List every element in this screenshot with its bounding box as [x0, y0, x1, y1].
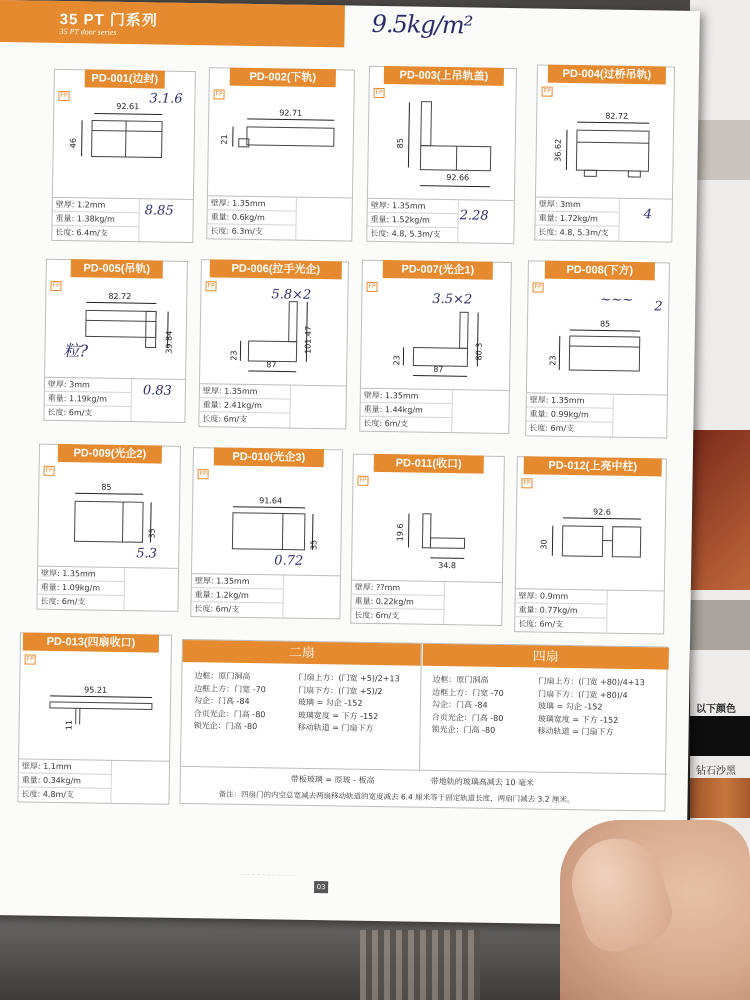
dim-width: 82.72 [108, 291, 132, 302]
spec-thickness: 壁厚: 3mm [536, 197, 621, 212]
two-panel-frame-col [194, 670, 267, 734]
spec-length: 长度: 4.8, 5.3m/支 [367, 227, 458, 242]
spec-thickness: 壁厚: 1.2mm [53, 198, 140, 213]
card-title: PD-011(收口) [374, 454, 484, 474]
color-swatch-black [690, 716, 750, 756]
two-panel-sash-col [298, 672, 400, 736]
spec-thickness: 壁厚: 1.35mm [527, 393, 614, 408]
dim-width: 85 [101, 482, 112, 492]
profile-drawing [516, 477, 668, 591]
dim-width: 92.71 [279, 108, 303, 118]
card-title: PD-006(拉手光企) [210, 259, 342, 279]
profile-card-pd003 [366, 66, 517, 244]
four-panel-header: 四扇 [423, 644, 669, 670]
dim-height: 19.6 [395, 523, 405, 542]
adjacent-page-swatch [690, 600, 750, 650]
spec-length: 长度: 6m/支 [526, 421, 613, 436]
formula-line: 边框：原门洞高 [432, 674, 489, 685]
profile-drawing [527, 281, 671, 395]
spec-weight: 重量: 0.77kg/m [515, 603, 607, 618]
footer-fine-print: ··· ··· ··· ··· ··· ··· ··· ··· ··· ··· ··· [241, 871, 297, 878]
card-title: PD-003(上吊轨盖) [384, 66, 504, 86]
brand-logo-icon: FP [542, 87, 553, 97]
dim-height: 30 [539, 539, 549, 550]
profile-card-pd008 [525, 260, 670, 438]
adjacent-page-photo [690, 430, 750, 590]
spec-thickness: 壁厚: ??mm [352, 581, 445, 596]
dim-height: 11 [64, 719, 74, 731]
dim-height: 36.62 [553, 138, 563, 162]
dim-short: 23 [392, 355, 402, 366]
spec-thickness: 壁厚: 1.35mm [208, 196, 297, 211]
spec-table [207, 195, 352, 240]
spec-weight: 重量: 1.72kg/m [536, 211, 621, 226]
handwritten-note: 3.5×2 [432, 291, 473, 308]
background-fabric [360, 930, 480, 1000]
formula-line: 边框上方：门宽 -70 [194, 683, 266, 694]
profile-card-pd009 [36, 444, 181, 612]
brand-logo-icon: FP [197, 469, 208, 479]
profile-drawing [38, 465, 182, 579]
brand-logo-icon: FP [366, 282, 377, 292]
spec-weight: 重量: 0.99kg/m [526, 407, 613, 422]
formula-line: 玻璃宽度 = 下方 -152 [297, 710, 379, 721]
handwritten-note: 3.1.6 [149, 91, 183, 107]
card-title: PD-001(边封) [85, 69, 165, 88]
spec-thickness: 壁厚: 1.35mm [200, 384, 291, 399]
page-number: 03 [314, 881, 328, 893]
card-title: PD-008(下方) [545, 261, 655, 281]
remark-text: 备注：四扇门的内空总宽减去两扇移动轨道的宽度减去 6.4 厘米等于固定轨道长度，两扇门减去 3.2 厘米。 [218, 789, 575, 805]
row-divider [181, 766, 667, 775]
formula-line: 门扇上方：(门宽 +80)/4+13 [538, 676, 645, 688]
card-title: PD-010(光企3) [214, 447, 324, 467]
profile-drawing [45, 280, 189, 382]
formula-line: 移动轨道 = 门扇下方 [537, 726, 614, 737]
spec-length: 长度: 6m/支 [199, 412, 290, 427]
spec-weight: 重量: 1.38kg/m [52, 212, 139, 227]
formula-line: 边框上方：门宽 -70 [432, 687, 504, 698]
profile-drawing [192, 468, 344, 582]
profile-drawing [368, 87, 518, 199]
spec-weight: 重量: 0.6kg/m [208, 210, 297, 225]
spec-length: 长度: 6m/支 [515, 617, 607, 632]
color-options-heading: 以下颜色 [696, 704, 736, 715]
spec-table [37, 566, 178, 611]
formula-line: 玻璃宽度 = 下方 -152 [537, 714, 619, 725]
card-title: PD-013(四扇收口) [23, 632, 159, 652]
page-title: 35 PT 门系列 [59, 10, 159, 30]
formula-line: 勾企：门高 -84 [193, 696, 250, 707]
card-title: PD-002(下轨) [230, 68, 336, 88]
brand-logo-icon: FP [205, 281, 216, 291]
dim-width: 87 [433, 364, 444, 375]
dim-height: 35 [147, 528, 157, 539]
spec-thickness: 壁厚: 3mm [45, 378, 132, 393]
spec-thickness: 壁厚: 1.35mm [361, 389, 453, 404]
formula-line: 合页光企：门高 -80 [193, 708, 266, 719]
spec-weight: 重量: 1.09kg/m [38, 581, 125, 596]
spec-table [360, 388, 509, 433]
brand-logo-icon: FP [213, 89, 224, 99]
dim-height: 23 [548, 355, 558, 366]
formula-line: 勾企：门高 -84 [431, 699, 488, 710]
formula-line: 锁光企：门高 -80 [431, 724, 496, 735]
cutting-formula-table [179, 639, 668, 812]
dim-height: 39.84 [164, 330, 174, 354]
glass-note-four-panel: 带地轨的玻璃高减去 10 毫米 [430, 776, 535, 788]
dim-width: 85 [599, 319, 611, 329]
color-swatch-oak [690, 778, 750, 818]
profile-card-pd013 [17, 632, 172, 804]
profile-card-pd006 [198, 259, 349, 429]
profile-drawing [352, 475, 506, 589]
card-title: PD-009(光企2) [58, 444, 162, 464]
four-panel-sash-col [537, 676, 644, 740]
dim-height: 35 [309, 539, 319, 551]
brand-logo-icon: FP [58, 91, 69, 101]
profile-card-pd012 [514, 456, 667, 634]
card-title: PD-012(上亮中柱) [524, 456, 662, 476]
dim-height: 46 [68, 137, 78, 149]
brand-logo-icon: FP [50, 281, 61, 291]
handwritten-note: 8.85 [144, 203, 174, 219]
handwritten-note: 粒? [63, 341, 89, 361]
spec-weight: 重量: 2.41kg/m [200, 398, 291, 413]
profile-drawing [536, 85, 676, 197]
dim-height: 80.3 [474, 342, 484, 361]
handwritten-note-scribble: ~~~ [600, 292, 634, 308]
spec-table [44, 377, 185, 422]
spec-length: 长度: 6m/支 [360, 417, 452, 432]
formula-line: 锁光企：门高 -80 [193, 721, 258, 732]
four-panel-frame-col [431, 674, 504, 738]
card-title: PD-004(过桥吊轨) [548, 65, 666, 85]
brand-logo-icon: FP [25, 654, 36, 664]
dim-width: 92.66 [446, 173, 470, 183]
color-option-1: 钻石沙黑 [696, 766, 736, 777]
spec-thickness: 壁厚: 1.35mm [368, 199, 459, 214]
handwritten-note: 2.28 [459, 208, 489, 224]
spec-weight: 重量: 1.52kg/m [367, 213, 458, 228]
profile-card-pd004 [534, 64, 675, 242]
spec-table [199, 383, 346, 428]
spec-weight: 重量: 0.22kg/m [351, 595, 444, 610]
dim-width: 95.21 [84, 685, 108, 695]
page-subtitle: 35 PT door series [59, 26, 117, 37]
profile-card-pd001 [51, 69, 196, 243]
spec-length: 长度: 6m/支 [37, 595, 124, 610]
handwritten-note: 5.3 [136, 546, 158, 562]
profile-card-pd010 [190, 447, 343, 619]
spec-thickness: 壁厚: 1.35mm [192, 574, 284, 589]
profile-card-pd011 [350, 454, 505, 626]
glass-note-two-panel: 带板玻璃 = 原玻 - 板高 [290, 774, 375, 785]
dim-height: 21 [219, 134, 229, 145]
formula-line: 边框：原门洞高 [194, 671, 251, 682]
card-title: PD-005(吊轨) [71, 259, 163, 278]
spec-table [515, 588, 664, 633]
profile-card-pd005 [43, 259, 188, 423]
spec-length: 长度: 6m/支 [191, 602, 283, 617]
spec-thickness: 壁厚: 0.9mm [516, 589, 608, 604]
formula-line: 合页光企：门高 -80 [431, 712, 504, 723]
spec-table [191, 573, 340, 618]
adjacent-page [690, 0, 750, 930]
handwritten-note: 5.8×2 [271, 287, 312, 303]
brand-logo-icon: FP [532, 282, 543, 292]
brand-logo-icon: FP [374, 88, 385, 98]
profile-drawing [19, 653, 173, 767]
dim-width: 92.61 [116, 101, 140, 112]
spec-weight: 重量: 1.19kg/m [45, 392, 132, 407]
profile-card-pd007 [359, 260, 512, 434]
brand-logo-icon: FP [521, 478, 532, 488]
handwritten-note: 0.72 [274, 553, 304, 569]
handwritten-note: 2 [654, 299, 663, 315]
spec-table [367, 198, 514, 243]
formula-line: 门扇上方：(门宽 +5)/2+13 [298, 672, 400, 684]
spec-thickness: 壁厚: 1.1mm [19, 759, 112, 774]
formula-line: 玻璃 = 勾企 -152 [537, 701, 603, 712]
spec-length: 长度: 4.8, 5.3m/支 [535, 225, 620, 240]
dim-width: 92.6 [592, 507, 611, 517]
formula-line: 门扇下方：(门宽 +5)/2 [298, 685, 383, 696]
handwritten-note: 4 [643, 207, 653, 223]
profile-card-pd002 [206, 67, 355, 241]
spec-weight: 重量: 0.34kg/m [19, 773, 112, 788]
spec-table [535, 196, 672, 241]
spec-table [526, 392, 667, 437]
handwritten-weight-note: 9.5kg/m² [371, 9, 473, 40]
spec-table [351, 580, 502, 625]
spec-length: 长度: 6m/支 [351, 609, 444, 624]
page-header [0, 0, 345, 47]
two-panel-header: 二扇 [183, 640, 421, 666]
spec-length: 长度: 6.4m/支 [52, 226, 139, 241]
spec-weight: 重量: 1.44kg/m [360, 403, 452, 418]
brand-logo-icon: FP [357, 476, 368, 486]
spec-length: 长度: 6m/支 [44, 406, 131, 421]
dim-height: 85 [395, 138, 405, 149]
dim-height: 101.47 [303, 325, 313, 354]
formula-line: 玻璃 = 勾企 -152 [297, 697, 363, 708]
formula-line: 门扇下方：(门宽 +80)/4 [538, 689, 628, 700]
spec-length: 长度: 4.8m/支 [18, 787, 111, 802]
spec-thickness: 壁厚: 1.35mm [38, 567, 125, 582]
dim-short: 23 [229, 350, 239, 361]
formula-line: 移动轨道 = 门扇下方 [297, 722, 374, 733]
profile-drawing [208, 88, 356, 200]
spec-length: 长度: 6.3m/支 [207, 224, 296, 239]
dim-width: 34.8 [438, 560, 457, 571]
spec-table [18, 758, 169, 803]
dim-width: 87 [266, 360, 277, 370]
spec-table [52, 197, 193, 242]
dim-width: 91.64 [259, 496, 283, 506]
spec-weight: 重量: 1.2kg/m [192, 588, 284, 603]
card-title: PD-007(光企1) [383, 260, 493, 280]
handwritten-note: 0.83 [142, 383, 172, 399]
adjacent-page-image [690, 120, 750, 180]
brand-logo-icon: FP [44, 466, 55, 476]
dim-width: 82.72 [605, 111, 629, 121]
